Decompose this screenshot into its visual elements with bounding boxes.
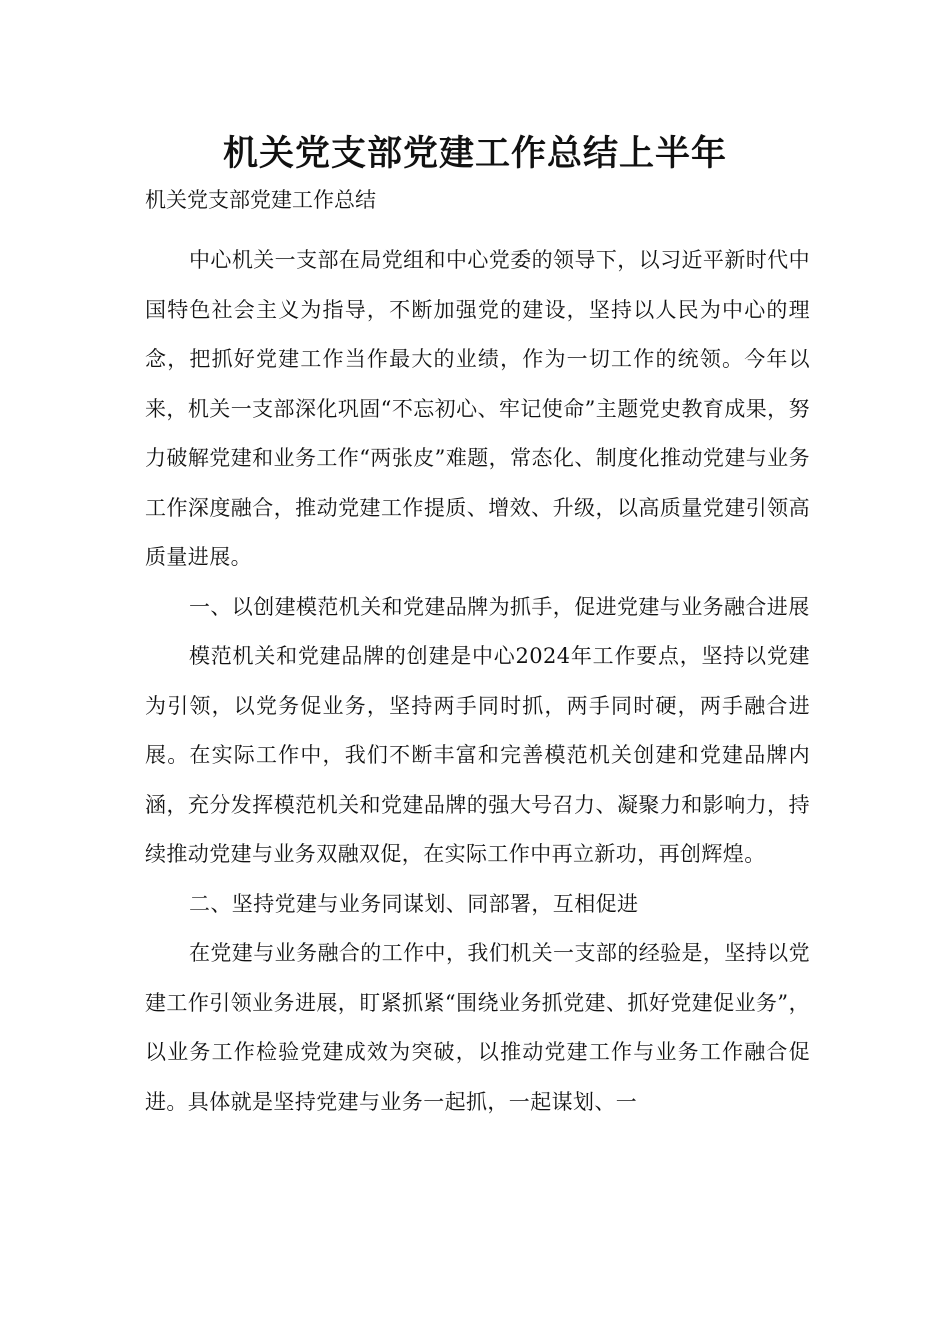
section-heading-2: 二、坚持党建与业务同谋划、同部署，互相促进: [189, 891, 639, 916]
section-heading-1: 一、以创建模范机关和党建品牌为抓手，促进党建与业务融合进展: [189, 594, 810, 619]
document-title: 机关党支部党建工作总结上半年: [222, 134, 727, 174]
paragraph-section-2: 在党建与业务融合的工作中，我们机关一支部的经验是，坚持以党建工作引领业务进展，盯紧抓紧“围绕业务抓党建、抓好党建促业务”，以业务工作检验党建成效为突破，以推动党建工作与业务工作融合促进。具体就是坚持党建与业务一起抓，一起谋划、一: [145, 941, 810, 1114]
paragraph-section-1: 模范机关和党建品牌的创建是中心2024年工作要点，坚持以党建为引领，以党务促业务，坚持两手同时抓，两手同时硬，两手融合进展。在实际工作中，我们不断丰富和完善模范机关创建和党建品牌内涵，充分发挥模范机关和党建品牌的强大号召力、凝聚力和影响力，持续推动党建与业务双融双促，在实际工作中再立新功，再创辉煌。: [145, 644, 810, 866]
document-subtitle: 机关党支部党建工作总结: [145, 188, 376, 212]
paragraph-intro: 中心机关一支部在局党组和中心党委的领导下，以习近平新时代中国特色社会主义为指导，不断加强党的建设，坚持以人民为中心的理念，把抓好党建工作当作最大的业绩，作为一切工作的统领。今年以来，机关一支部深化巩固“不忘初心、牢记使命”主题党史教育成果，努力破解党建和业务工作“两张皮”难题，常态化、制度化推动党建与业务工作深度融合，推动党建工作提质、增效、升级，以高质量党建引领高质量进展。: [145, 248, 810, 569]
document-body: [145, 236, 810, 1127]
